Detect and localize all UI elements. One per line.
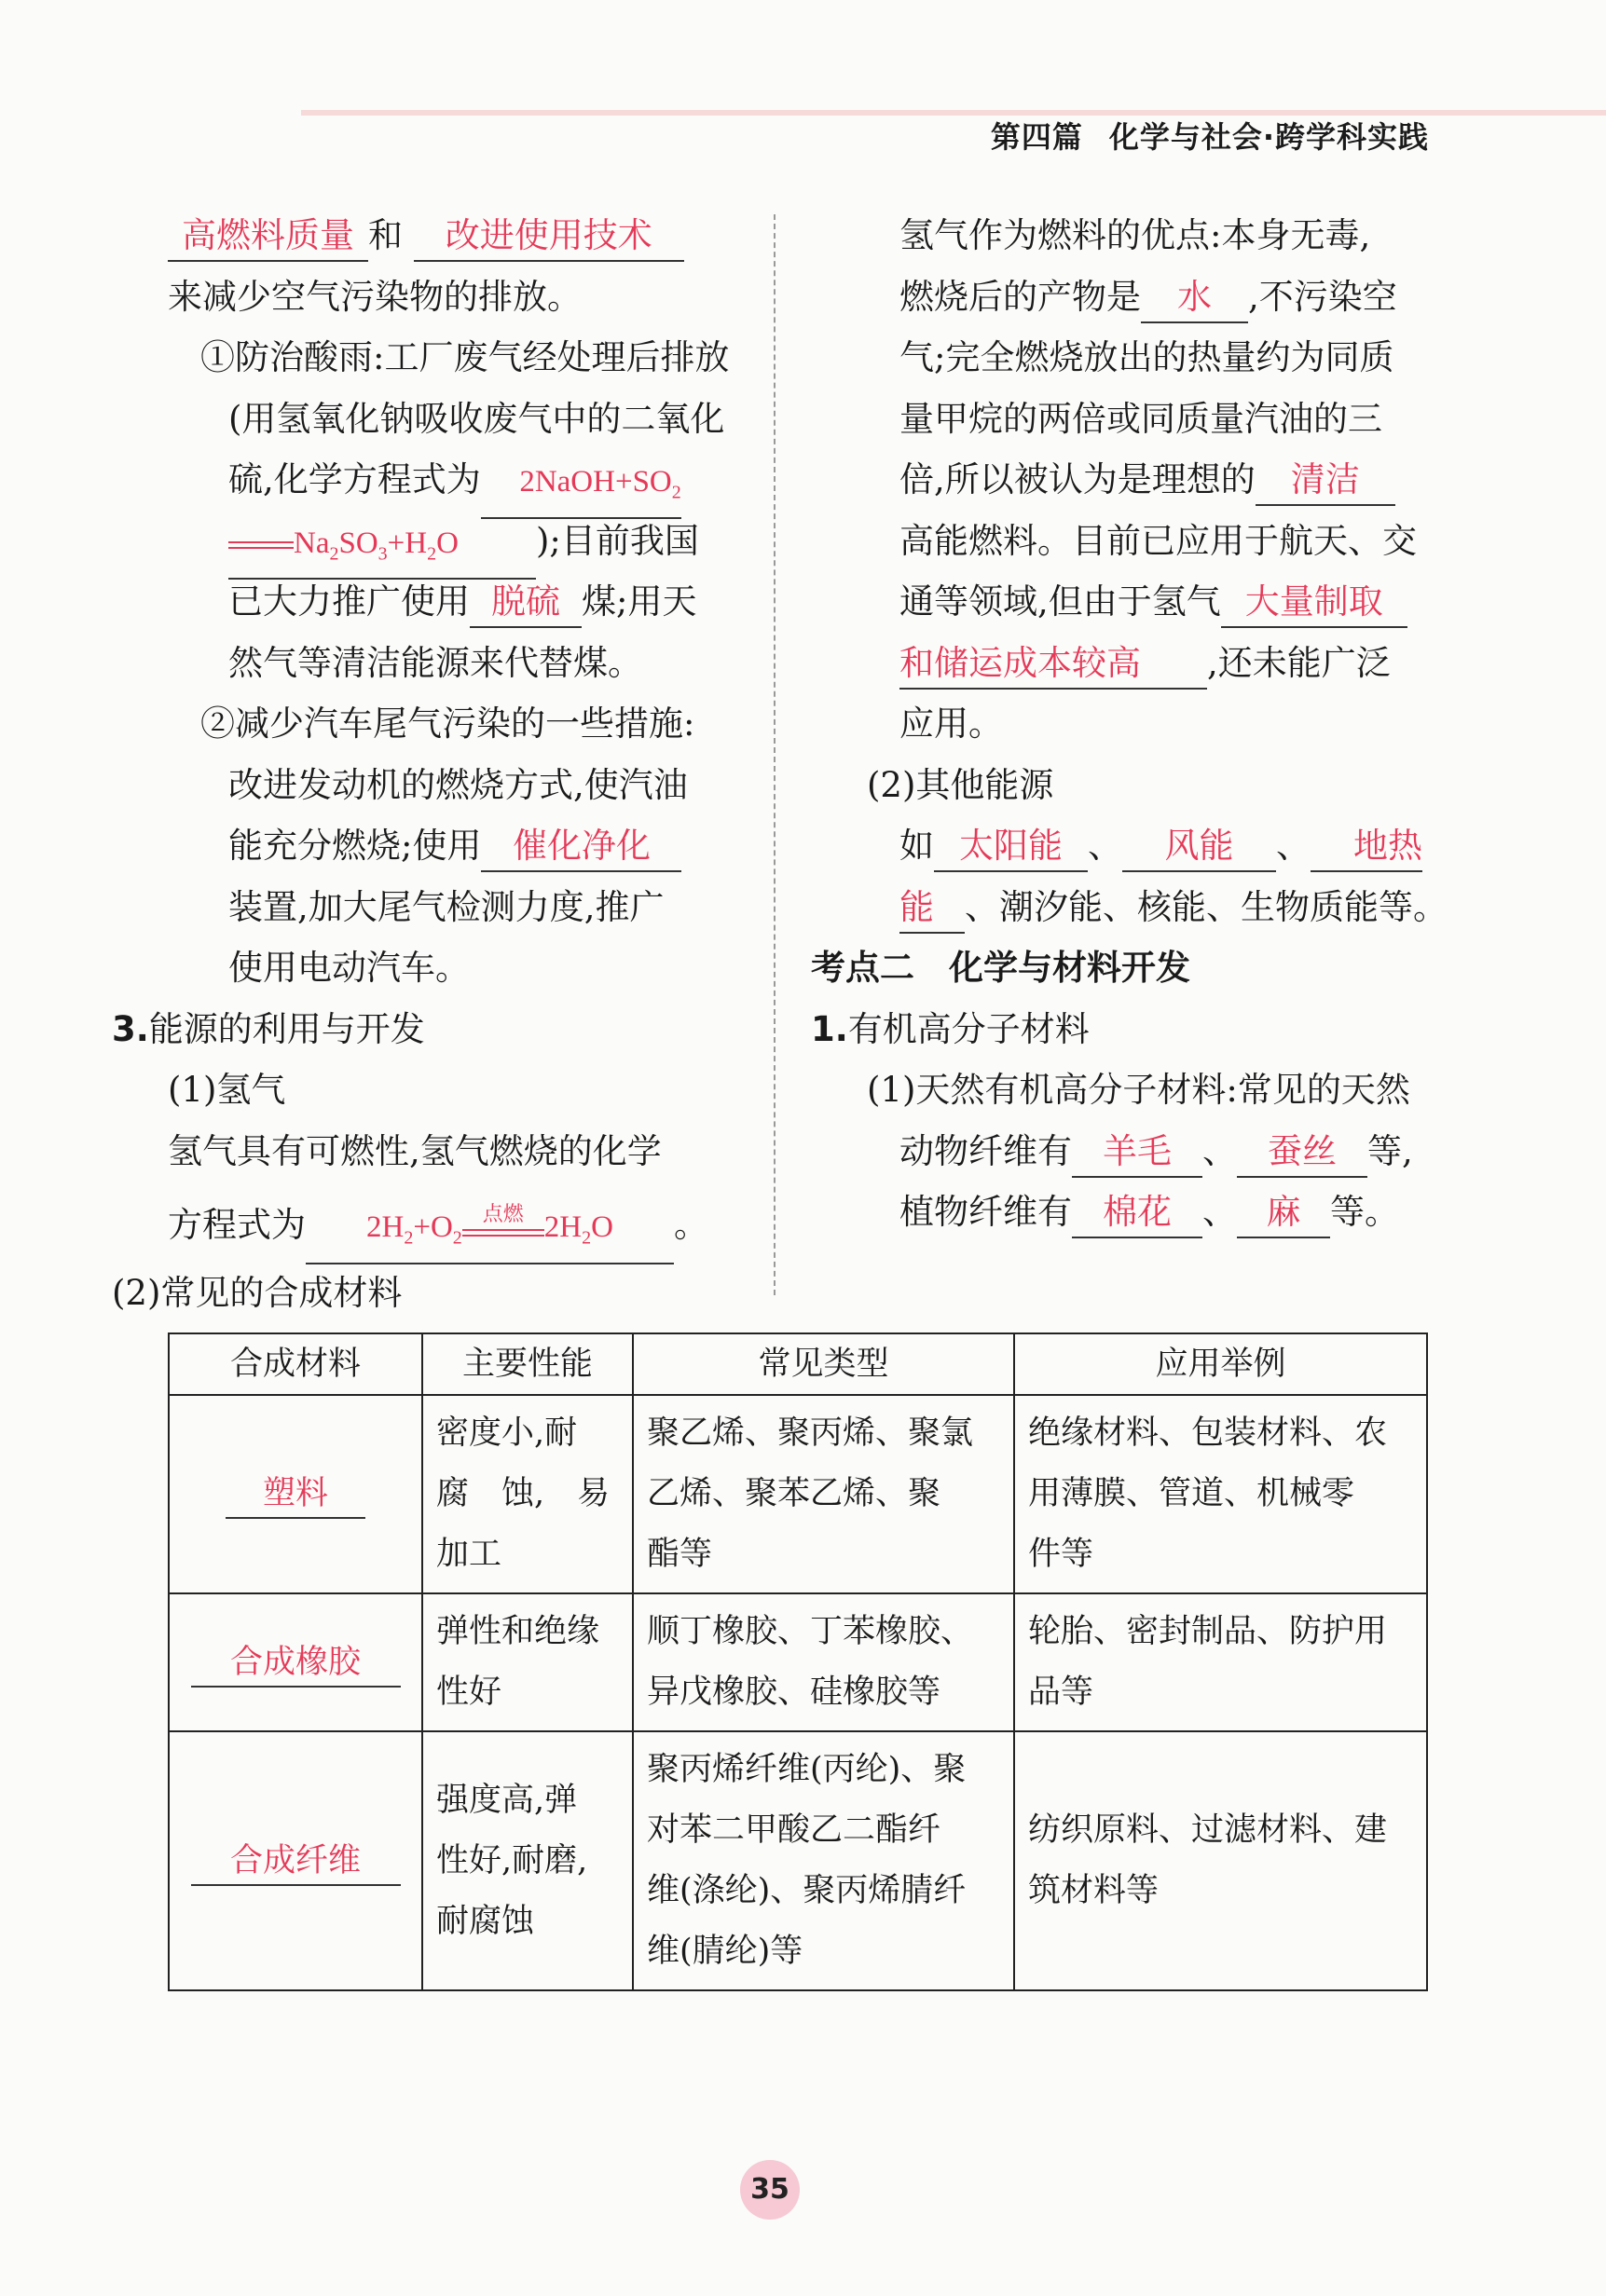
answer-blank: 改进使用技术 (414, 212, 684, 262)
line-acid-equation-2: $Na_2SO_3+H_2O$ );目前我国 (112, 511, 755, 572)
answer-blank: 合成橡胶 (191, 1639, 401, 1688)
page-header (991, 114, 1429, 157)
line-hydrogen-limit: 通等领域,但由于氢气 大量制取 (811, 571, 1454, 633)
synthetic-materials-table (168, 1332, 1428, 1991)
types-cell: 顺丁橡胶、丁苯橡胶、 异戊橡胶、硅橡胶等 (633, 1593, 1014, 1731)
answer-blank: 大量制取 (1221, 578, 1407, 628)
table-header: 合成材料 (169, 1333, 422, 1395)
answer-blank: 和储运成本较高 (899, 639, 1207, 690)
answer-blank: 清洁 (1256, 456, 1395, 506)
text-line: ①防治酸雨:工厂废气经处理后排放 (200, 337, 730, 377)
line-catalyst: 能充分燃烧;使用 催化净化 (112, 815, 755, 877)
text-line: 改进发动机的燃烧方式,使汽油 (228, 764, 688, 805)
answer-blank: 羊毛 (1072, 1128, 1202, 1178)
text-line: 应用。 (899, 704, 1003, 744)
equation-part: $Na_2SO_3+H_2O$ (228, 519, 536, 581)
answer-blank: 太阳能 (934, 822, 1088, 872)
line-animal-fiber: 动物纤维有 羊毛 、 蚕丝 等, (811, 1121, 1454, 1182)
line-acid-equation-1: 硫,化学方程式为 $2NaOH+SO_2$ (112, 449, 755, 511)
text-line: 装置,加大尾气检测力度,推广 (228, 886, 665, 927)
table-header-row (169, 1333, 1427, 1395)
table-row (169, 1731, 1427, 1990)
answer-blank: 地热 (1311, 822, 1422, 872)
page-number: 35 (740, 2160, 800, 2220)
answer-blank: 高燃料质量 (168, 212, 368, 262)
text-line: ②减少汽车尾气污染的一些措施: (200, 704, 695, 744)
text-line: 氢气具有可燃性,氢气燃烧的化学 (168, 1130, 662, 1171)
answer-blank: 催化净化 (481, 822, 681, 872)
uses-cell: 纺织原料、过滤材料、建 筑材料等 (1014, 1731, 1427, 1990)
table-row (169, 1395, 1427, 1593)
props-cell: 密度小,耐 腐 蚀, 易 加工 (422, 1395, 633, 1593)
answer-blank: 合成纤维 (191, 1838, 401, 1886)
header-part: 第四篇 (990, 119, 1083, 155)
answer-blank: 蚕丝 (1237, 1128, 1367, 1178)
props-cell: 强度高,弹 性好,耐磨, 耐腐蚀 (422, 1731, 633, 1990)
types-cell: 聚乙烯、聚丙烯、聚氯 乙烯、聚苯乙烯、聚 酯等 (633, 1395, 1014, 1593)
material-1-title: 1.有机高分子材料 (811, 1008, 1090, 1049)
right-column (811, 205, 1454, 1243)
types-cell: 聚丙烯纤维(丙纶)、聚 对苯二甲酸乙二酯纤 维(涤纶)、聚丙烯腈纤 维(腈纶)等 (633, 1731, 1014, 1990)
answer-blank: 塑料 (226, 1470, 365, 1519)
answer-blank: 脱硫 (470, 578, 582, 628)
text-line: (1)天然有机高分子材料:常见的天然 (867, 1070, 1410, 1110)
section-3-title: 3.能源的利用与开发 (112, 1008, 425, 1049)
text-line: 量甲烷的两倍或同质量汽油的三 (899, 398, 1382, 439)
line-plant-fiber: 植物纤维有 棉花 、 麻 等。 (811, 1182, 1454, 1243)
line-other-energy-2: 能 、潮汐能、核能、生物质能等。 (811, 877, 1454, 938)
synthetic-materials-heading: (2)常见的合成材料 (112, 1273, 403, 1313)
line-product: 燃烧后的产物是 水 ,不污染空 (811, 266, 1454, 328)
props-cell: 弹性和绝缘 性好 (422, 1593, 633, 1731)
answer-blank: 水 (1141, 273, 1248, 323)
answer-blank: 棉花 (1072, 1188, 1202, 1238)
topic-2-title: 考点二 化学与材料开发 (811, 948, 1190, 988)
equation-part: $2NaOH+SO_2$ (481, 458, 681, 519)
table-header: 主要性能 (422, 1333, 633, 1395)
hydrogen-equation: $2H_2+O_2$ 点燃 $2H_2O$ (306, 1203, 674, 1264)
table-row (169, 1593, 1427, 1731)
material-name-cell (169, 1731, 422, 1990)
line-hydrogen-equation: 方程式为 $2H_2+O_2$ 点燃 $2H_2O$ 。 (112, 1195, 755, 1256)
header-title: 化学与社会·跨学科实践 (1108, 119, 1429, 155)
equals-sign (228, 541, 294, 549)
line-hydrogen-limit-2: 和储运成本较高 ,还未能广泛 (811, 633, 1454, 694)
answer-blank: 麻 (1237, 1188, 1330, 1238)
line-fuel-quality: 高燃料质量 和 改进使用技术 (112, 205, 755, 266)
text-line: 氢气作为燃料的优点:本身无毒, (899, 215, 1371, 255)
line-clean: 倍,所以被认为是理想的 清洁 (811, 449, 1454, 511)
table-header: 应用举例 (1014, 1333, 1427, 1395)
answer-blank: 风能 (1122, 822, 1276, 872)
text-line: 使用电动汽车。 (228, 948, 470, 988)
column-divider (774, 214, 776, 1295)
answer-blank: 能 (899, 883, 965, 934)
uses-cell: 绝缘材料、包装材料、农 用薄膜、管道、机械零 件等 (1014, 1395, 1427, 1593)
text-line: 然气等清洁能源来代替煤。 (228, 642, 642, 683)
left-column (112, 205, 755, 1256)
text-line: 高能燃料。目前已应用于航天、交 (899, 520, 1417, 561)
line-desulfurization: 已大力推广使用 脱硫 煤;用天 (112, 571, 755, 633)
reaction-condition: 点燃 (462, 1233, 544, 1237)
other-energy-heading: (2)其他能源 (867, 764, 1054, 805)
hydrogen-heading: (1)氢气 (168, 1070, 286, 1110)
line-other-energy: 如 太阳能 、 风能 、 地热 (811, 815, 1454, 877)
table-header: 常见类型 (633, 1333, 1014, 1395)
text-line: 来减少空气污染物的排放。 (168, 276, 582, 317)
text-line: 气;完全燃烧放出的热量约为同质 (899, 337, 1394, 377)
material-name-cell (169, 1593, 422, 1731)
text-line: (用氢氧化钠吸收废气中的二氧化 (228, 398, 725, 439)
uses-cell: 轮胎、密封制品、防护用 品等 (1014, 1593, 1427, 1731)
material-name-cell (169, 1395, 422, 1593)
